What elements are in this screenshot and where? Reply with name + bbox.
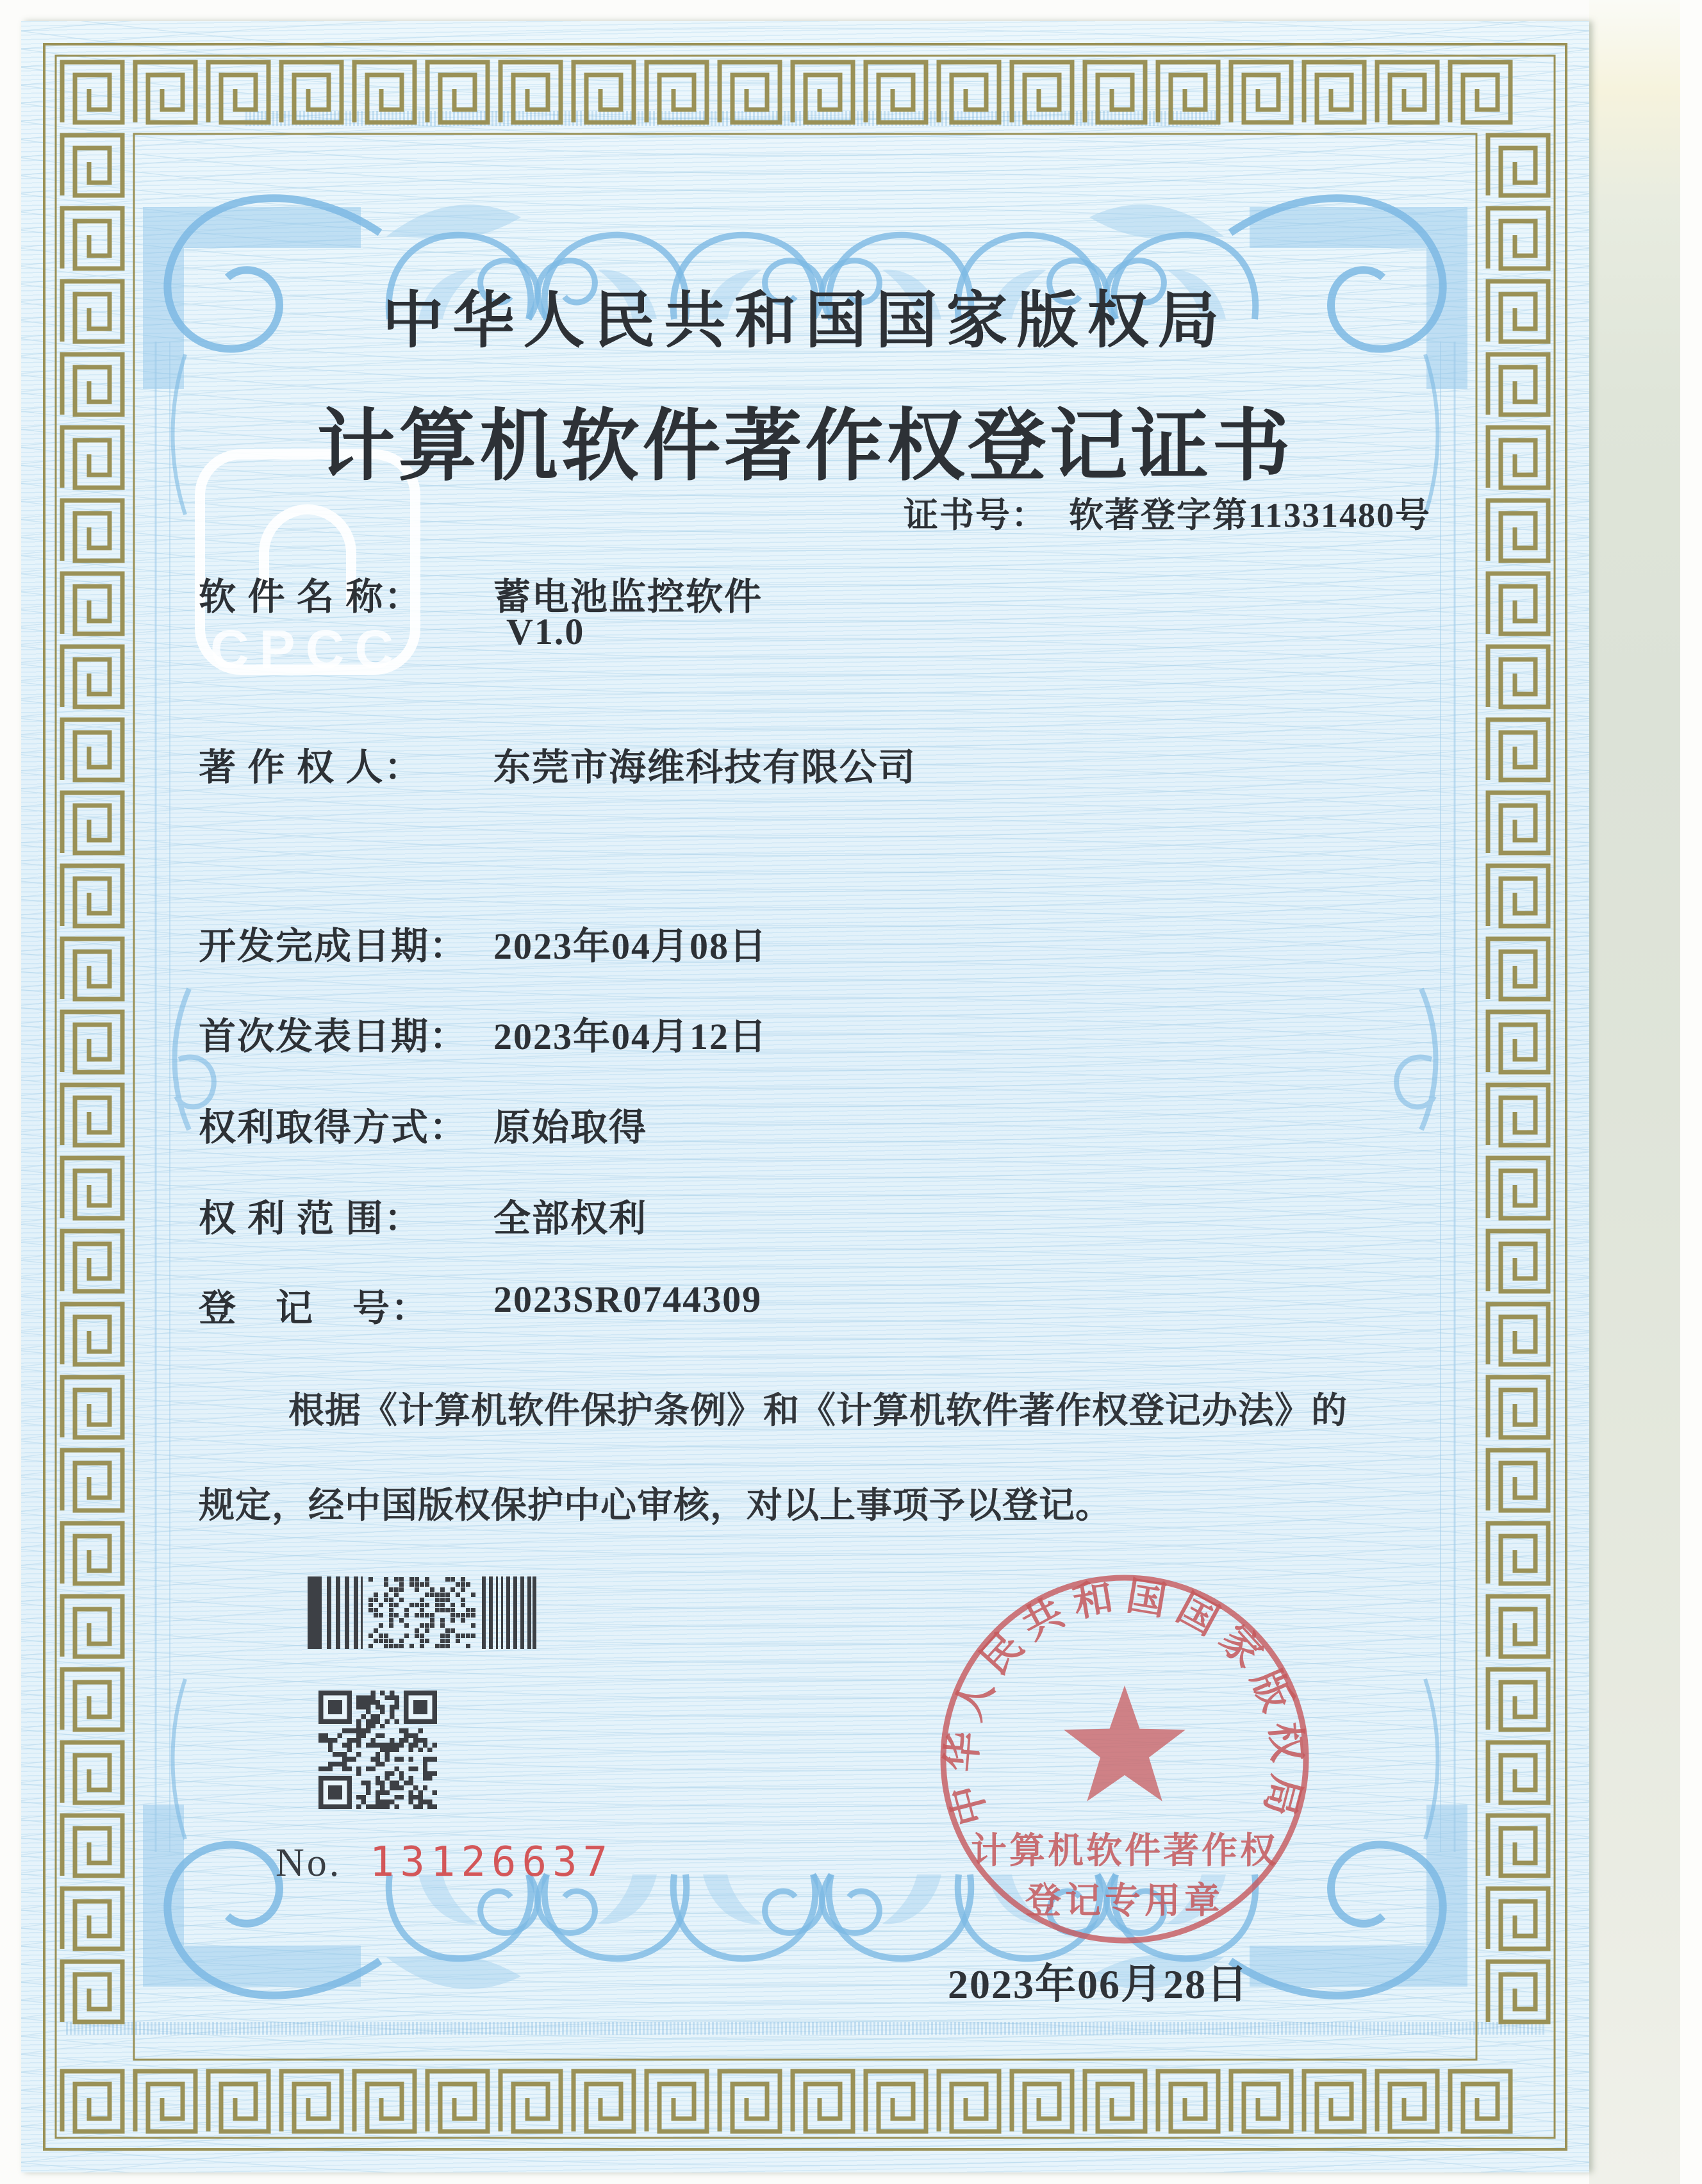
field-value: 2023SR0744309 xyxy=(493,1278,763,1320)
field-row-software-version xyxy=(199,610,1448,655)
field-label: 登 记 号： xyxy=(199,1287,430,1329)
field-row-registration-number xyxy=(199,1278,1448,1329)
certificate-number-value: 软著登字第11331480号 xyxy=(1068,496,1431,534)
seal-arc-text: 中华人民共和国国家版权局 xyxy=(939,1574,1310,1830)
certificate-number-line xyxy=(904,488,1431,537)
field-value: 原始取得 xyxy=(493,1107,648,1148)
field-row-dev-complete-date xyxy=(199,916,1448,967)
field-value: 2023年04月08日 xyxy=(493,925,768,967)
cpcc-watermark-text: CPCC xyxy=(210,619,404,679)
seal-caption-line-2: 登记专用章 xyxy=(1025,1882,1224,1921)
certificate-paper xyxy=(21,21,1589,2172)
field-value: 蓄电池监控软件 xyxy=(493,576,763,618)
field-row-rights-scope xyxy=(199,1188,1448,1239)
qr-code-graphic xyxy=(318,1691,437,1809)
certificate-title: 计算机软件著作权登记证书 xyxy=(317,404,1294,490)
field-value: V1.0 xyxy=(506,611,585,652)
field-row-software-name xyxy=(199,567,1448,618)
field-value: 全部权利 xyxy=(493,1198,648,1239)
qr-code xyxy=(318,1691,437,1809)
field-value: 2023年04月12日 xyxy=(493,1016,768,1057)
field-row-rights-acquisition xyxy=(199,1097,1448,1148)
field-row-first-publish-date xyxy=(199,1006,1448,1057)
field-label: 著 作 权 人： xyxy=(199,747,423,788)
seal-caption-line-1: 计算机软件著作权 xyxy=(971,1832,1278,1871)
field-label: 权 利 范 围： xyxy=(199,1198,423,1239)
certificate-number-label: 证书号： xyxy=(903,496,1047,534)
field-label: 权利取得方式： xyxy=(199,1107,468,1148)
statement-line-2: 规定，经中国版权保护中心审核，对以上事项予以登记。 xyxy=(199,1486,1112,1526)
field-row-copyright-owner xyxy=(199,737,1448,788)
barcode-graphic xyxy=(308,1576,536,1649)
serial-number: 13126637 xyxy=(369,1839,614,1886)
field-label: 首次发表日期： xyxy=(199,1016,468,1057)
scanner-edge xyxy=(1680,0,1702,2184)
serial-label: No. xyxy=(276,1841,342,1885)
serial-number-line xyxy=(276,1839,613,1886)
barcode xyxy=(308,1576,536,1649)
field-label: 开发完成日期： xyxy=(199,925,468,967)
field-label: 软 件 名 称： xyxy=(199,576,423,618)
issuing-authority-title: 中华人民共和国国家版权局 xyxy=(382,286,1228,355)
field-value: 东莞市海维科技有限公司 xyxy=(493,747,917,788)
statement-line-1: 根据《计算机软件保护条例》和《计算机软件著作权登记办法》的 xyxy=(288,1391,1348,1431)
registration-date: 2023年06月28日 xyxy=(948,1962,1249,2007)
star-icon xyxy=(1064,1685,1186,1801)
official-copyright-seal xyxy=(926,1560,1323,1958)
